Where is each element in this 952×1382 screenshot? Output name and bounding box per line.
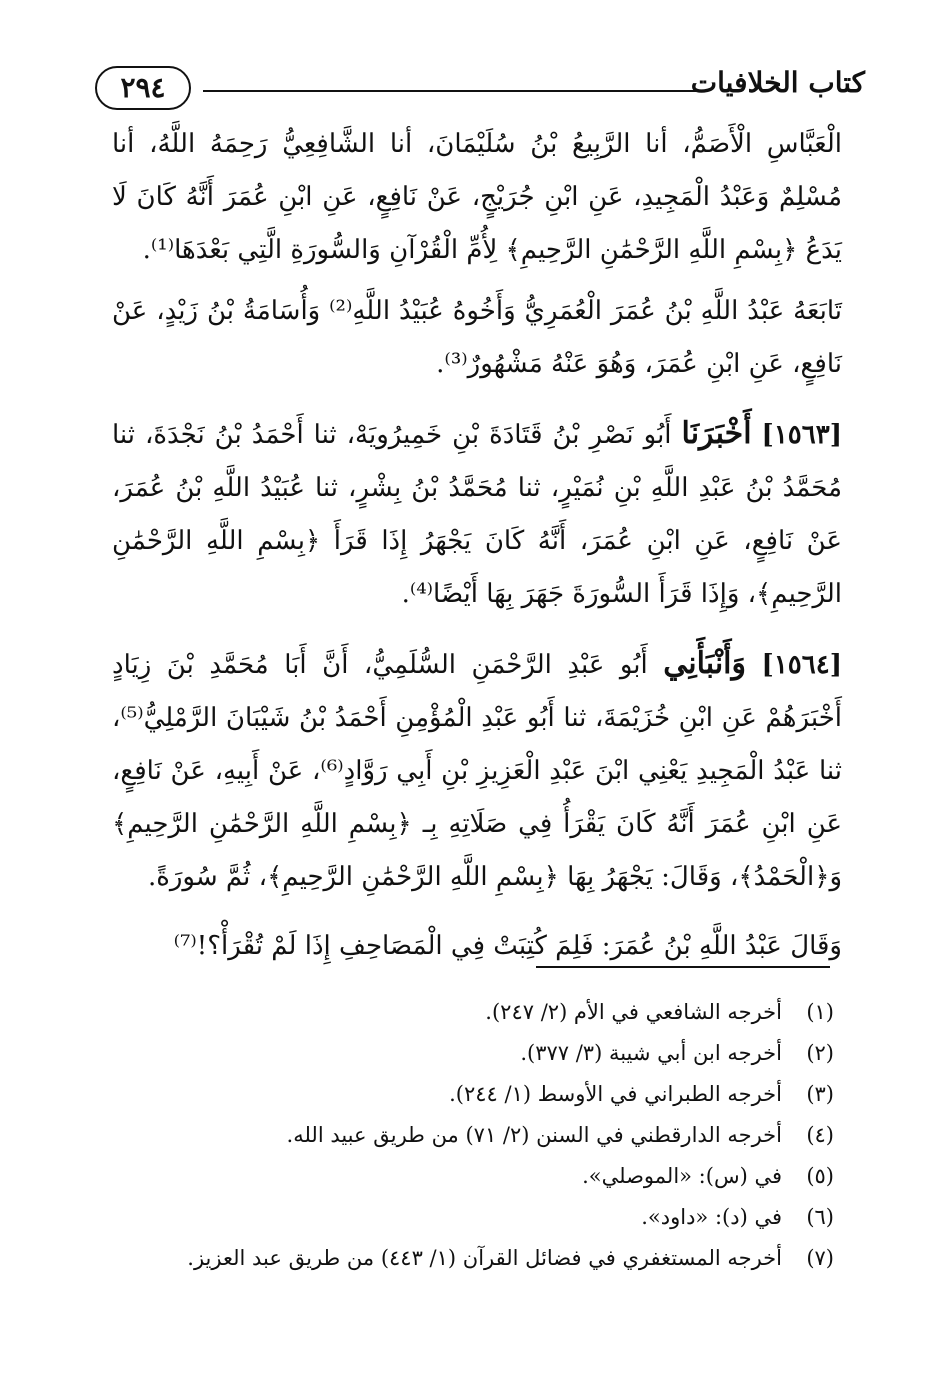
footnote bbox=[114, 1197, 834, 1238]
footnote bbox=[114, 1074, 834, 1115]
footnote-number: (٦) bbox=[806, 1205, 834, 1229]
hadith-number: [١٥٦٣] bbox=[761, 420, 843, 450]
paragraph-text: أَبُو نَصْرِ بْنُ قَتَادَةَ بْنِ خَمِيرُويَهْ، ثنا أَحْمَدُ بْنُ نَجْدَةَ، ثنا مُحَمَّدُ بْنُ عَبْدِ اللَّهِ بْنِ نُمَيْرٍ، ثنا مُحَمَّدُ بْنُ بِشْرٍ، ثنا عُبَيْدُ اللَّهِ بْنُ عُمَرَ، عَنْ نَافِعٍ، عَنِ ابْنِ عُمَرَ، أَنَّهُ كَانَ يَجْهَرُ إِذَا قَرَأَ ﴿بِسْمِ اللَّهِ الرَّحْمَٰنِ الرَّحِيمِ﴾، وَإِذَا قَرَأَ السُّورَةَ جَهَرَ بِهَا أَيْضًا⁽⁴⁾. bbox=[112, 420, 842, 609]
paragraph-2: تَابَعَهُ عَبْدُ اللَّهِ بْنُ عُمَرَ الْعُمَرِيُّ وَأَخُوهُ عُبَيْدُ اللَّهِ⁽²⁾ وَأُسَامَةُ بْنُ زَيْدٍ، عَنْ نَافِعٍ، عَنِ ابْنِ عُمَرَ، وَهُوَ عَنْهُ مَشْهُورٌ⁽³⁾. bbox=[112, 296, 842, 379]
footnote-text: أخرجه الدارقطني في السنن (٢/ ٧١) من طريق عبيد الله. bbox=[286, 1123, 782, 1147]
footnote bbox=[114, 992, 834, 1033]
footnote bbox=[114, 1156, 834, 1197]
narration-keyword: أَخْبَرَنَا bbox=[681, 416, 752, 451]
footnote bbox=[114, 1238, 834, 1279]
footnotes bbox=[114, 992, 834, 1279]
footnote-number: (٢) bbox=[806, 1041, 834, 1065]
paragraph-1563 bbox=[112, 407, 842, 621]
footnote bbox=[114, 1115, 834, 1156]
footnote-number: (١) bbox=[806, 1000, 834, 1024]
paragraph-1: الْعَبَّاسِ الْأَصَمُّ، أنا الرَّبِيعُ بْنُ سُلَيْمَانَ، أنا الشَّافِعِيُّ رَحِمَهُ اللَّهُ، أنا مُسْلِمٌ وَعَبْدُ الْمَجِيدِ، عَنِ ابْنِ جُرَيْجٍ، عَنْ نَافِعٍ، عَنِ ابْنِ عُمَرَ أَنَّهُ كَانَ لَا يَدَعُ ﴿بِسْمِ اللَّهِ الرَّحْمَٰنِ الرَّحِيمِ﴾ لِأُمِّ الْقُرْآنِ وَالسُّورَةِ الَّتِي بَعْدَهَا⁽¹⁾. bbox=[112, 129, 842, 265]
footnote-text: أخرجه ابن أبي شيبة (٣/ ٣٧٧). bbox=[520, 1041, 782, 1065]
paragraph-text: أَبُو عَبْدِ الرَّحْمَنِ السُّلَمِيُّ، أَنَّ أَبَا مُحَمَّدِ بْنَ زِيَادٍ أَخْبَرَهُمْ عَنِ ابْنِ خُزَيْمَةَ، ثنا أَبُو عَبْدِ الْمُؤْمِنِ أَحْمَدُ بْنُ شَيْبَانَ الرَّمْلِيُّ⁽⁵⁾، ثنا عَبْدُ الْمَجِيدِ يَعْنِي ابْنَ عَبْدِ الْعَزِيزِ بْنِ أَبِي رَوَّادٍ⁽⁶⁾، عَنْ أَبِيهِ، عَنْ نَافِعٍ، عَنِ ابْنِ عُمَرَ أَنَّهُ كَانَ يَقْرَأُ فِي صَلَاتِهِ بِـ ﴿بِسْمِ اللَّهِ الرَّحْمَٰنِ الرَّحِيمِ﴾ وَ﴿الْحَمْدُ﴾، وَقَالَ: يَجْهَرُ بِهَا ﴿بِسْمِ اللَّهِ الرَّحْمَٰنِ الرَّحِيمِ﴾، ثُمَّ سُورَةً. bbox=[112, 650, 842, 892]
footnote-number: (٥) bbox=[806, 1164, 834, 1188]
footnote-text: أخرجه الطبراني في الأوسط (١/ ٢٤٤). bbox=[449, 1082, 782, 1106]
footnote-text: أخرجه الشافعي في الأم (٢/ ٢٤٧). bbox=[485, 1000, 782, 1024]
page-number: ٢٩٤ bbox=[95, 66, 191, 110]
page-header bbox=[95, 62, 865, 112]
footnote-text: في (س): «الموصلي». bbox=[582, 1164, 782, 1188]
footnote-text: أخرجه المستغفري في فضائل القرآن (١/ ٤٤٣) من طريق عبد العزيز. bbox=[187, 1246, 782, 1270]
hadith-number: [١٥٦٤] bbox=[761, 650, 843, 680]
footnote bbox=[114, 1033, 834, 1074]
footnote-number: (٣) bbox=[806, 1082, 834, 1106]
footnote-number: (٤) bbox=[806, 1123, 834, 1147]
narration-keyword: وَأَنْبَأَنِي bbox=[663, 646, 747, 681]
header-rule bbox=[203, 90, 700, 92]
footnote-text: في (د): «داود». bbox=[641, 1205, 782, 1229]
paragraph-5: وَقَالَ عَبْدُ اللَّهِ بْنُ عُمَرَ: فَلِمَ كُتِبَتْ فِي الْمَصَاحِفِ إِذَا لَمْ تُقْرَأْ؟!⁽⁷⁾ bbox=[173, 931, 842, 961]
running-title: كتاب الخلافيات bbox=[690, 66, 865, 99]
footnote-separator bbox=[536, 966, 830, 968]
footnote-number: (٧) bbox=[806, 1246, 834, 1270]
paragraph-1564 bbox=[112, 637, 842, 904]
main-text bbox=[112, 118, 842, 989]
